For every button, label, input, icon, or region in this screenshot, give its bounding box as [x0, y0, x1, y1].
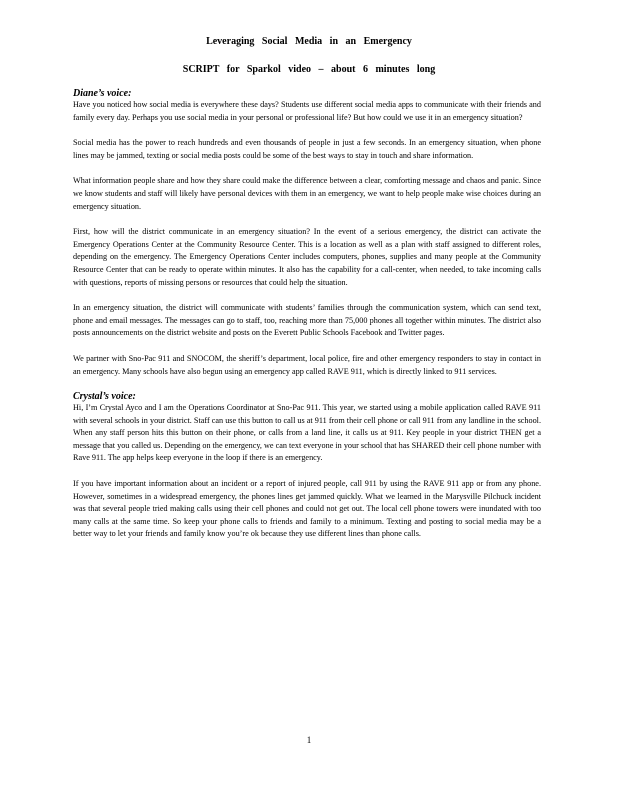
speaker-heading-crystal: Crystal’s voice:: [73, 391, 136, 403]
body-paragraph: If you have important information about an incident or a report of injured people, call 911 by using the RAVE 911 app or from any phone. However, sometimes in a widespread emergency, the phones lines get jammed quickly. What we learned in the Marysville Pilchuck incident was that several people tried making calls using their cell phones and could not get out. The local cell phone towers were inundated with too many calls at the same time. So keep your phone calls to friends and family to a minimum. Texting and posting to social media may be a better way to let your friends and family know you’re ok because they use different lines than phone calls.: [73, 479, 541, 539]
speaker-heading-diane: Diane’s voice:: [73, 88, 132, 99]
body-paragraph: Social media has the power to reach hundreds and even thousands of people in just a few seconds. In an emergency situation, when phone lines may be jammed, texting or social media posts could be some of the best ways to stay in touch and share information.: [73, 138, 541, 160]
body-paragraph: We partner with Sno-Pac 911 and SNOCOM, the sheriff’s department, local police, fire and other emergency responders to stay in contact in an emergency. Many schools have also begun using an emergency app called RAVE 911, which is directly linked to 911 services.: [73, 353, 541, 376]
document-subtitle: SCRIPT for Sparkol video – about 6 minutes long: [182, 64, 436, 75]
body-paragraph: Have you noticed how social media is everywhere these days? Students use different social media apps to communicate with their friends and family every day. Perhaps you use social media in your personal or professional life? But how could we use it in an emergency situation?: [73, 100, 541, 122]
page-number: 1: [306, 735, 312, 745]
body-paragraph: What information people share and how they share could make the difference between a clear, comforting message and chaos and panic. Since we know students and staff will likely have personal devices with them in an emergency, we want to help people make wise choices during an emergency situation.: [73, 176, 541, 211]
body-paragraph: Hi, I’m Crystal Ayco and I am the Operations Coordinator at Sno-Pac 911. This year, we started using a mobile application called RAVE 911 with several schools in your district. Staff can use this button to call us at 911 from their cell phone or call 911 from any landline in the school. When any staff person hits this button on their phone, or calls from a land line, it calls us at 911. Key people in your district THEN get a message that you called us. Depending on the emergency, we can text everyone in your school that has SHARED their cell phone number with Rave 911. The app helps keep everyone in the loop if there is an emergency.: [73, 403, 541, 463]
body-paragraph: In an emergency situation, the district will communicate with students’ families through the communication system, which can send text, phone and email messages. The messages can go to staff, too, reaching more than 75,000 phones all together within minutes. The district also posts announcements on the district website and posts on the Everett Public Schools Facebook and Twitter pages.: [73, 303, 541, 338]
document-title: Leveraging Social Media in an Emergency: [206, 36, 412, 47]
body-paragraph: First, how will the district communicate in an emergency situation? In the event of a serious emergency, the district can activate the Emergency Operations Center at the Community Resource Center. This is a location as well as a plan with staff assigned to different roles, depending on the emergency. The Emergency Operations Center includes computers, phones, supplies and many people at the Community Resource Center that can be ready to operate within minutes. It also has the capability for a call-center, when needed, to take incoming calls with questions, reports of missing persons or resources that could help the situation.: [73, 227, 541, 287]
document-body: [73, 88, 541, 554]
